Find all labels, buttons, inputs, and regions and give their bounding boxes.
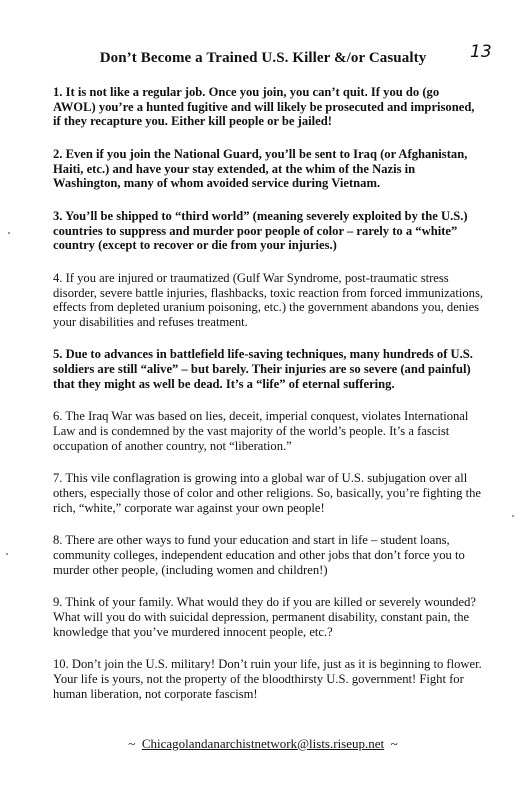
list-item: 6. The Iraq War was based on lies, deceit, imperial conquest, violates International Law and is condemned by the vast majority of the world’s people. It’s a fascist occupation of another country, not “liberation.” [53,409,469,453]
footer-tilde-right: ~ [390,736,398,751]
list-item: 3. You’ll be shipped to “third world” (meaning severely exploited by the U.S.) countries to suppress and murder poor people of color – rarely to a “white” country (except to recover or die from your injuries.) [53,208,468,253]
contact-email-link[interactable]: Chicagolandanarchistnetwork@lists.riseup.net [141,736,385,751]
numbered-list [53,85,483,719]
list-item: 9. Think of your family. What would they do if you are killed or severely wounded? What will you do with suicidal depression, permanent disability, constant pain, the knowledge that you’ve murdered innocent people, etc.? [53,595,476,639]
footer-contact [0,736,526,752]
list-item: 1. It is not like a regular job. Once you join, you can’t quit. If you do (go AWOL) you’re a hunted fugitive and will likely be prosecuted and imprisoned, if they recapture you. Either kill people or be jailed! [53,85,475,129]
list-item: 8. There are other ways to fund your education and start in life – student loans, community colleges, independent education and other jobs that don’t force you to murder other people, (including women and children!) [53,533,465,577]
footer-tilde-left: ~ [128,736,136,751]
page-title: Don’t Become a Trained U.S. Killer &/or Casualty [99,50,427,66]
scan-speck [8,232,10,234]
list-item: 4. If you are injured or traumatized (Gulf War Syndrome, post-traumatic stress disorder, severe battle injuries, flashbacks, toxic reaction from forced immunizations, effects from depleted uranium poisoning, etc.) the government abandons you, denies your disabilities and refuses treatment. [53,270,483,329]
handwritten-page-number: 13 [470,42,492,62]
scan-speck [512,515,514,517]
list-item: 2. Even if you join the National Guard, you’ll be sent to Iraq (or Afghanistan, Haiti, etc.) and have your stay extended, at the whim of the Nazis in Washington, many of whom avoided service during Vietnam. [53,146,468,191]
scan-speck [6,553,8,555]
list-item: 7. This vile conflagration is growing into a global war of U.S. subjugation over all others, especially those of color and other religions. So, basically, you’re fighting the rich, “white,” corporate war against your own people! [53,471,481,515]
list-item: 10. Don’t join the U.S. military! Don’t ruin your life, just as it is beginning to flower. Your life is yours, not the property of the bloodthirsty U.S. government! Fight for human liberation, not corporate fascism! [53,657,482,701]
list-item: 5. Due to advances in battlefield life-saving techniques, many hundreds of U.S. soldiers are still “alive” – but barely. Their injuries are so severe (and painful) that they might as well be dead. It’s a “life” of eternal suffering. [53,347,473,391]
